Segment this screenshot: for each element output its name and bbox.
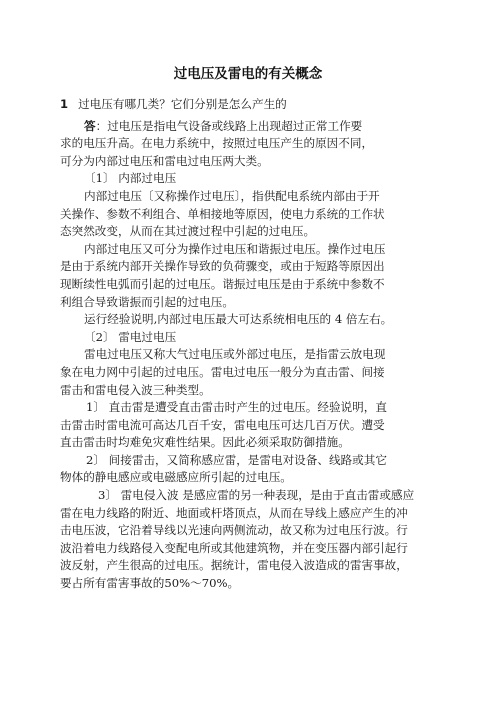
paragraph-line: 利组合导致谐振而引起的过电压。 <box>60 294 234 309</box>
paragraph-line: 关操作、参数不利组合、单相接地等原因，使电力系统的工作状 <box>60 206 385 221</box>
paragraph-line: 态突然改变，从而在其过渡过程中引起的过电压。 <box>60 224 316 239</box>
paragraph-line: 雷在电力线路的附近、地面或杆塔顶点，从而在导线上感应产生的冲 <box>60 505 408 520</box>
answer-line-3: 可分为内部过电压和雷电过电压两大类。 <box>60 153 269 168</box>
paragraph-line: 击雷击时雷电流可高达几百千安，雷电电压可达几百万伏。遭受 <box>60 417 385 432</box>
paragraph-line: 直击雷击时均难免灾难性结果。因此必须采取防御措施。 <box>60 435 350 450</box>
section-heading-lightning: 〔2〕 雷电过电压 <box>84 329 177 344</box>
paragraph-line: 运行经验说明,内部过电压最大可达系统相电压的 4 倍左右。 <box>84 312 393 327</box>
paragraph-line: 雷电过电压又称大气过电压或外部过电压，是指雷云放电现 <box>84 347 386 362</box>
paragraph-line: 内部过电压又可分为操作过电压和谐振过电压。操作过电压 <box>84 241 386 256</box>
document-body <box>60 96 440 593</box>
paragraph-line: 是由于系统内部开关操作导致的负荷骤变，或由于短路等原因出 <box>60 259 385 274</box>
section-heading-internal: 〔1〕 内部过电压 <box>84 171 177 186</box>
question-1 <box>60 96 440 114</box>
answer-line-1: 答：过电压是指电气设备或线路上出现超过正常工作要 <box>84 118 363 133</box>
paragraph-line: 现断续性电弧而引起的过电压。谐振过电压是由于系统中参数不 <box>60 276 385 291</box>
answer-line-2: 求的电压升高。在电力系统中，按照过电压产生的原因不同， <box>60 136 374 151</box>
list-item-direct-strike: 1〕 直击雷是遭受直击雷击时产生的过电压。经验说明，直 <box>86 400 387 415</box>
list-item-intrusion-wave: 3〕 雷电侵入波 是感应雷的另一种表现，是由于直击雷或感应 <box>98 488 415 503</box>
answer-label: 答 <box>84 118 96 133</box>
paragraph-line: 内部过电压〔又称操作过电压〕，指供配电系统内部由于开 <box>84 188 380 203</box>
paragraph-line: 要占所有雷害事故的50%～70%。 <box>60 576 240 591</box>
paragraph-line: 波反射，产生很高的过电压。据统计，雷电侵入波造成的雷害事故， <box>60 558 408 573</box>
paragraph-line: 象在电力网中引起的过电压。雷电过电压一般分为直击雷、间接 <box>60 364 385 379</box>
question-number: 1 <box>60 97 69 111</box>
paragraph-line: 击电压波，它沿着导线以光速向两侧流动，故又称为过电压行波。行 <box>60 523 408 538</box>
list-item-indirect-strike: 2〕 间接雷击，又简称感应雷，是雷电对设备、线路或其它 <box>86 452 387 467</box>
paragraph-line: 雷击和雷电侵入波三种类型。 <box>60 382 211 397</box>
paragraph-line: 波沿着电力线路侵入变配电所或其他建筑物，并在变压器内部引起行 <box>60 540 408 555</box>
page-title: 过电压及雷电的有关概念 <box>173 66 323 82</box>
paragraph-line: 物体的静电感应或电磁感应所引起的过电压。 <box>60 470 292 485</box>
question-text: 过电压有哪几类？它们分别是怎么产生的 <box>78 97 287 111</box>
